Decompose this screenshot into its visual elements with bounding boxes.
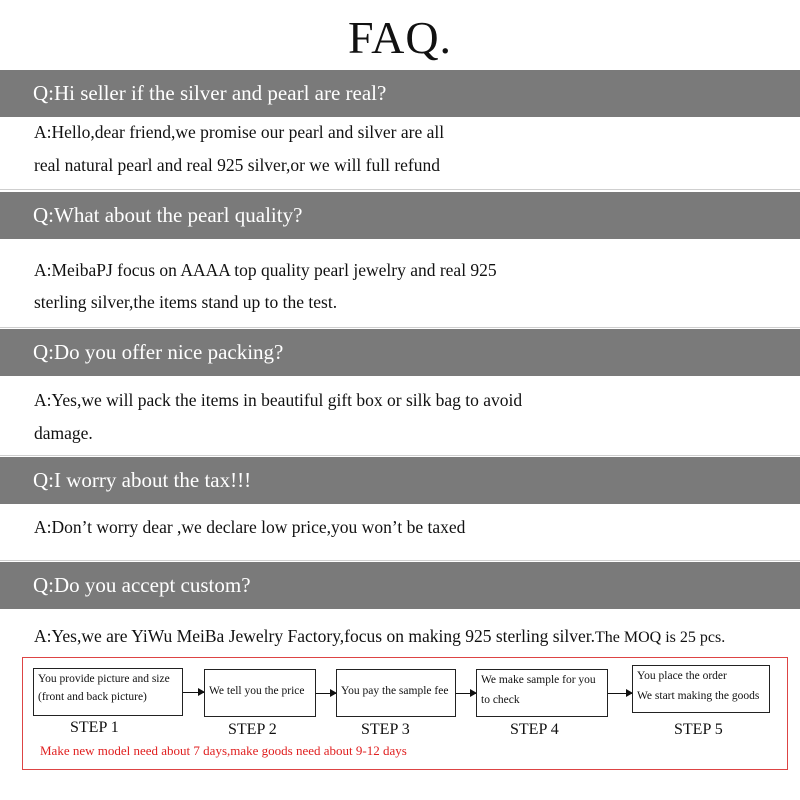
step-5-line-2: We start making the goods: [637, 690, 760, 702]
faq-answer-5-line-1: [34, 625, 725, 649]
arrow-icon: [316, 693, 336, 694]
step-3-line-1: You pay the sample fee: [341, 685, 449, 697]
arrow-icon: [183, 692, 204, 693]
step-5-label: STEP 5: [674, 721, 723, 738]
faq-question-3: Q:Do you offer nice packing?: [0, 329, 800, 376]
faq-answer-3-line-1: A:Yes,we will pack the items in beautiful gift box or silk bag to avoid: [34, 390, 523, 410]
faq-divider: [0, 455, 800, 456]
step-4-label: STEP 4: [510, 721, 559, 738]
faq-answer-2-line-1: A:MeibaPJ focus on AAAA top quality pearl jewelry and real 925: [34, 260, 497, 280]
step-2-label: STEP 2: [228, 721, 277, 738]
step-4-line-1: We make sample for you: [481, 674, 596, 686]
faq-divider: [0, 327, 800, 328]
faq-answer-1-line-2: real natural pearl and real 925 silver,or we will full refund: [34, 155, 441, 175]
faq-question-2: Q:What about the pearl quality?: [0, 192, 800, 239]
step-5-line-1: You place the order: [637, 670, 727, 682]
faq-answer-2-line-2: sterling silver,the items stand up to the test.: [34, 292, 338, 312]
step-3-label: STEP 3: [361, 721, 410, 738]
arrow-icon: [608, 693, 632, 694]
step-2-box: [204, 669, 316, 717]
step-2-line-1: We tell you the price: [209, 685, 305, 697]
page-title: FAQ.: [347, 12, 453, 63]
faq-answer-4-line-1: A:Don’t worry dear ,we declare low price,you won’t be taxed: [34, 517, 466, 537]
step-3-box: [336, 669, 456, 717]
step-5-box: [632, 665, 770, 713]
faq-answer-5-text: A:Yes,we are YiWu MeiBa Jewelry Factory,focus on making 925 sterling silver.: [34, 626, 595, 646]
faq-divider: [0, 189, 800, 190]
moq-text: The MOQ is 25 pcs.: [594, 629, 726, 646]
faq-question-4: Q:I worry about the tax!!!: [0, 457, 800, 504]
step-4-line-2: to check: [481, 694, 520, 706]
faq-answer-3-line-2: damage.: [34, 423, 93, 443]
arrow-icon: [456, 693, 476, 694]
faq-question-5: Q:Do you accept custom?: [0, 562, 800, 609]
faq-answer-1-line-1: A:Hello,dear friend,we promise our pearl and silver are all: [34, 122, 445, 142]
faq-divider: [0, 560, 800, 561]
step-1-line-1: You provide picture and size: [38, 673, 170, 685]
step-1-line-2: (front and back picture): [38, 691, 147, 703]
step-1-label: STEP 1: [70, 719, 119, 736]
step-4-box: [476, 669, 608, 717]
faq-question-1: Q:Hi seller if the silver and pearl are real?: [0, 70, 800, 117]
lead-time-note: Make new model need about 7 days,make goods need about 9-12 days: [40, 743, 407, 758]
step-1-box: [33, 668, 183, 716]
